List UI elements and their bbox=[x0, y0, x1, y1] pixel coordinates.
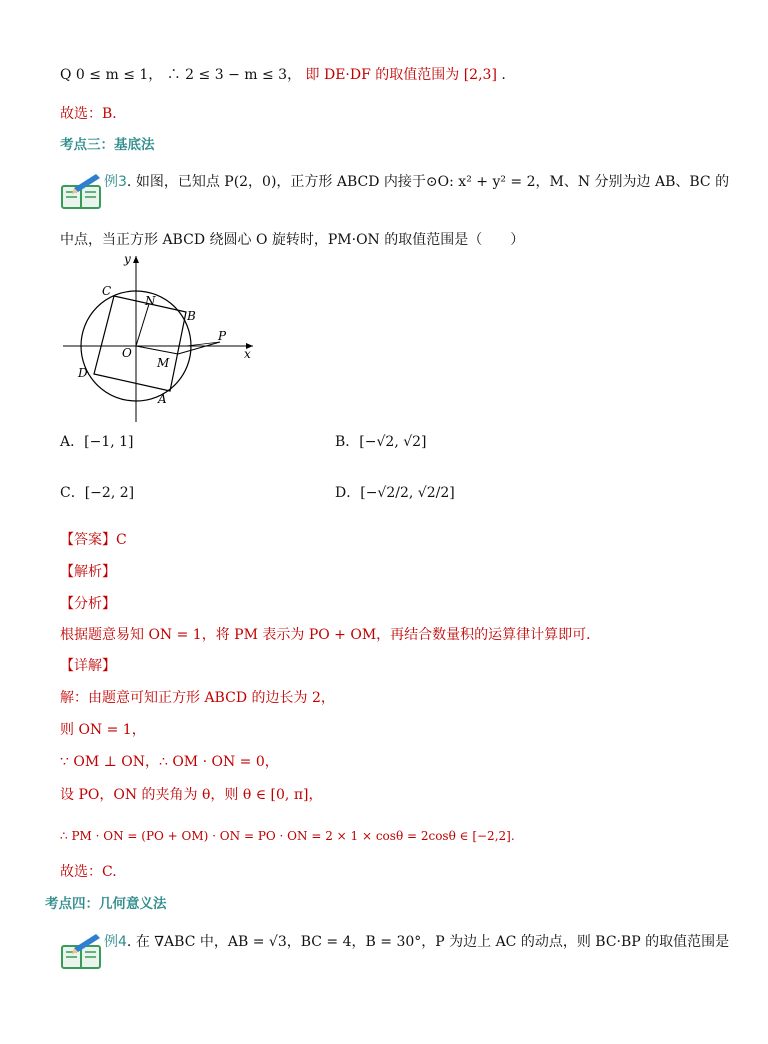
label-y: y bbox=[124, 252, 131, 266]
example3-line1 bbox=[104, 172, 729, 192]
label-a: A bbox=[158, 392, 167, 406]
label-c: C bbox=[102, 284, 112, 298]
detail-line-5: ∴ PM · ON = (PO + OM) · ON = PO · ON = 2 × 1 × cosθ = 2cosθ ∈ [−2,2]. bbox=[60, 829, 515, 843]
label-p: P bbox=[218, 329, 227, 343]
fenxi-text: 根据题意易知 ON = 1，将 PM 表示为 PO + OM，再结合数量积的运算律计算即可． bbox=[60, 627, 601, 643]
example3-line2: 中点，当正方形 ABCD 绕圆心 O 旋转时，PM·ON 的取值范围是（ ） bbox=[60, 232, 525, 248]
label-b: B bbox=[187, 309, 196, 323]
previous-answer: 故选：B. bbox=[60, 106, 117, 122]
book-pencil-icon bbox=[60, 172, 104, 210]
detail-line-1: 解：由题意可知正方形 ABCD 的边长为 2， bbox=[60, 690, 335, 706]
option-c[interactable]: C．[−2, 2] bbox=[60, 485, 135, 501]
detail-line-2: 则 ON = 1， bbox=[60, 722, 146, 738]
answer-line: 【答案】C bbox=[60, 532, 127, 548]
example3-text1: . 如图，已知点 P(2，0)，正方形 ABCD 内接于⊙O: x² + y² = 2，M、N 分别为边 AB、BC 的 bbox=[126, 174, 730, 190]
line1-red-text: 即 DE·DF 的取值范围为 [2,3] bbox=[305, 67, 497, 83]
section3-title: 考点三：基底法 bbox=[60, 137, 155, 153]
analysis-label: 【解析】 bbox=[60, 564, 116, 580]
label-m: M bbox=[157, 356, 170, 370]
option-a[interactable]: A．[−1, 1] bbox=[60, 434, 134, 450]
answer3: 故选：C. bbox=[60, 864, 117, 880]
segment-om bbox=[136, 346, 178, 354]
section4-title: 考点四：几何意义法 bbox=[45, 896, 167, 912]
line1-tail: . bbox=[501, 67, 506, 83]
label-n: N bbox=[145, 294, 156, 308]
fenxi-label: 【分析】 bbox=[60, 596, 116, 612]
segment-on bbox=[136, 304, 149, 346]
detail-line-4: 设 PO，ON 的夹角为 θ，则 θ ∈ [0, π]， bbox=[60, 787, 323, 803]
label-o: O bbox=[122, 346, 132, 360]
example4-label: 例4 bbox=[104, 934, 127, 950]
option-d[interactable]: D．[−√2/2, √2/2] bbox=[335, 485, 455, 501]
example3-label: 例3 bbox=[104, 174, 127, 190]
label-x: x bbox=[244, 347, 251, 361]
geometry-figure bbox=[58, 250, 263, 425]
label-d: D bbox=[78, 366, 88, 380]
line1-text: Q 0 ≤ m ≤ 1， ∴ 2 ≤ 3 − m ≤ 3， bbox=[60, 67, 302, 83]
example4-text: . 在 ∇ABC 中，AB = √3，BC = 4，B = 30°，P 为边上 AC 的动点，则 BC·BP 的取值范围是 bbox=[126, 934, 730, 950]
square-abcd bbox=[94, 296, 186, 391]
book-pencil-icon-2 bbox=[60, 932, 104, 970]
segment-pm bbox=[178, 342, 220, 354]
detail-label: 【详解】 bbox=[60, 658, 116, 674]
detail-line-3: ∵ OM ⊥ ON，∴ OM · ON = 0， bbox=[60, 754, 279, 770]
previous-solution-line bbox=[60, 65, 506, 85]
example4-line bbox=[104, 932, 729, 952]
option-b[interactable]: B．[−√2, √2] bbox=[335, 434, 427, 450]
